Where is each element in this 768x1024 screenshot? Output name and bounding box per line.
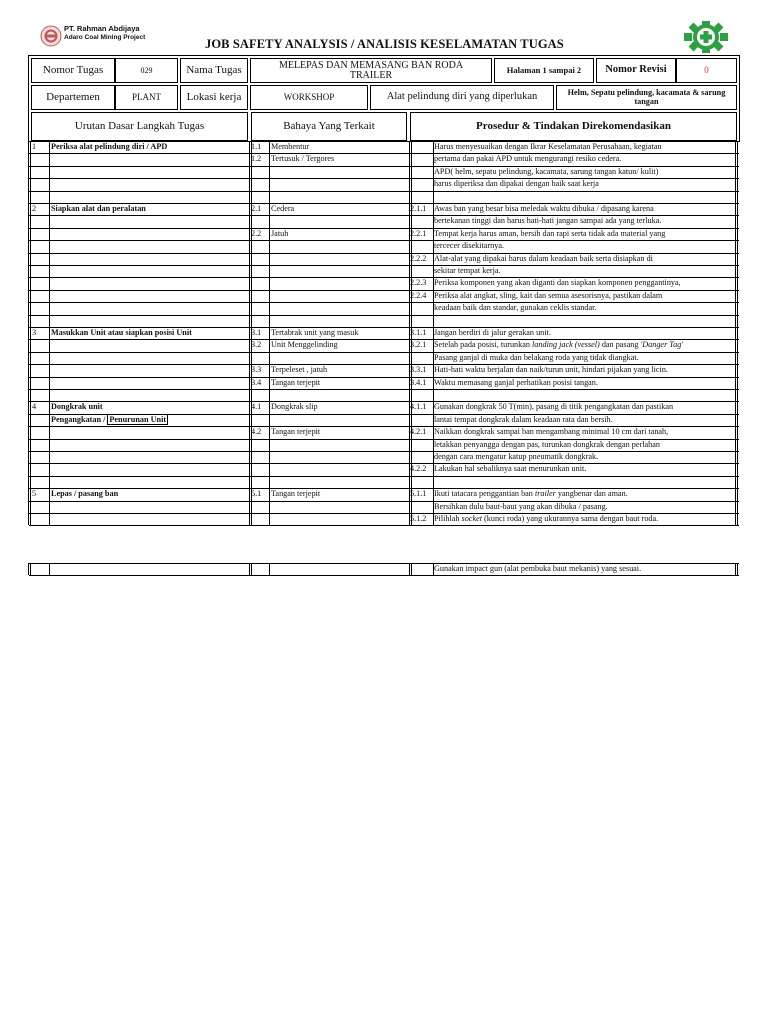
hazard-number: 3.2 [251, 340, 262, 350]
procedure-text: Pilihlah socket (kunci roda) yang ukurannya sama dengan baut roda. [434, 514, 659, 523]
procedure-text: Periksa komponen yang akan diganti dan siapkan komponen penggantinya, [434, 278, 681, 288]
procedure-text: Alat-alat yang dipakai harus dalam keadaan baik serta disiapkan di [434, 253, 653, 263]
nama-tugas-value: MELEPAS DAN MEMASANG BAN RODA TRAILER [250, 58, 492, 83]
procedure-text: dengan cara mengatur katup pneumatik dongkrak. [434, 452, 599, 461]
step-text: Siapkan alat dan peralatan [51, 204, 146, 213]
procedure-text: Awas ban yang besar bisa meledak waktu dibuka / dipasang karena [434, 204, 654, 213]
hazard-number: 3.1 [251, 328, 262, 337]
procedure-number: 5.1.1 [410, 489, 427, 499]
hazard-number: 2.2 [251, 228, 262, 238]
nomor-revisi-label: Nomor Revisi [596, 58, 676, 83]
column-header-procedures: Prosedur & Tindakan Direkomendasikan [410, 112, 737, 141]
procedure-text: Bersihkan dulu baut-baut yang akan dibuka / pasang. [434, 501, 608, 511]
procedure-text: Waktu memasang ganjal perhatikan posisi tangan. [434, 377, 598, 387]
procedure-text: Naikkan dongkrak sampai ban mengambang minimal 10 cm dari tanah, [434, 427, 669, 437]
hazard-number: 1.2 [251, 154, 262, 164]
procedure-text: Pasang ganjal di muka dan belakang roda yang tidak diangkat. [434, 352, 639, 362]
document-title: JOB SAFETY ANALYSIS / ANALISIS KESELAMATAN TUGAS [205, 37, 564, 51]
procedure-text: Harus menyesuaikan dengan Ikrar Keselamatan Perusahaan, kegiatan [434, 142, 662, 151]
step-text: Pengangkatan / Penurunan Unit [51, 414, 167, 424]
hazard-text: Unit Menggelinding [271, 340, 338, 350]
step-text: Dongkrak unit [51, 402, 103, 412]
procedure-number: 3.1.1 [410, 328, 427, 337]
column-header-steps: Urutan Dasar Langkah Tugas [31, 112, 248, 141]
column-divider [249, 141, 252, 525]
company-logo-icon [40, 25, 62, 47]
hazard-text: Tangan terjepit [271, 377, 321, 387]
apd-label: Alat pelindung diri yang diperlukan [370, 85, 554, 110]
step-text: Masukkan Unit atau siapkan posisi Unit [51, 328, 192, 337]
row-divider [29, 575, 739, 576]
project-name: Adaro Coal Mining Project [64, 34, 146, 41]
jsa-table-continuation [29, 563, 739, 577]
step-number: 5 [32, 489, 37, 499]
procedure-number: 4.1.1 [410, 402, 427, 412]
column-divider [269, 141, 270, 525]
nomor-revisi-value: 0 [676, 58, 737, 83]
procedure-number: 3.3.1 [410, 365, 427, 375]
procedure-number: 3.2.1 [410, 340, 427, 350]
hazard-text: Jatuh [271, 228, 289, 238]
procedure-number: 4.2.2 [410, 464, 427, 474]
procedure-text: lantai tempat dongkrak dalam keadaan rata dan bersih. [434, 414, 613, 424]
procedure-text: sekitar tempat kerja. [434, 266, 501, 275]
procedure-text: tercecer disekitarnya. [434, 241, 505, 251]
procedure-number: 5.1.2 [410, 514, 427, 523]
hazard-number: 2.1 [251, 204, 262, 213]
hazard-text: Cedera [271, 204, 295, 213]
procedure-text: harus diperiksa dan dipakai dengan baik saat kerja [434, 179, 599, 189]
column-divider [433, 563, 434, 575]
procedure-number: 2.1.1 [410, 204, 427, 213]
procedure-text: Periksa alat angkat, sling, kait dan semua asesorisnya, pastikan dalam [434, 290, 663, 300]
step-number: 1 [32, 142, 37, 151]
procedure-text: keadaan baik dan standar, gunakan ceklis standar. [434, 303, 597, 313]
departemen-value: PLANT [115, 85, 178, 110]
halaman: Halaman 1 sampai 2 [494, 58, 594, 83]
step-text: Periksa alat pelindung diri / APD [51, 142, 168, 151]
column-divider [409, 141, 412, 525]
procedure-number: 4.2.1 [410, 427, 427, 437]
hazard-text: Terpeleset , jatuh [271, 365, 328, 375]
hazard-number: 5.1 [251, 489, 262, 499]
procedure-text: Tempat kerja harus aman, bersih dan rapi serta tidak ada material yang [434, 228, 666, 238]
row-divider [29, 525, 739, 526]
nama-tugas-label: Nama Tugas [180, 58, 248, 83]
step-number: 2 [32, 204, 37, 213]
procedure-number: 3.4.1 [410, 377, 427, 387]
column-divider [49, 141, 50, 525]
hazard-number: 1.1 [251, 142, 262, 151]
procedure-number: 2.2.4 [410, 290, 427, 300]
departemen-label: Departemen [31, 85, 115, 110]
lokasi-value: WORKSHOP [250, 85, 368, 110]
step-text: Lepas / pasang ban [51, 489, 119, 499]
gear-cross-icon [682, 21, 730, 53]
procedure-text: letakkan penyangga dengan pas, turunkan dongkrak dengan perlahan [434, 439, 660, 449]
column-divider [409, 563, 412, 575]
hazard-text: Membentur [271, 142, 310, 151]
procedure-text: Hati-hati waktu berjalan dan naik/turun unit, hindari pijakan yang licin. [434, 365, 668, 375]
hazard-number: 3.4 [251, 377, 262, 387]
table-border [28, 141, 738, 525]
table-border [28, 563, 738, 575]
column-divider [433, 141, 434, 525]
procedure-text: Gunakan impact gun (alat pembuka baut mekanis) yang sesuai. [434, 564, 642, 573]
hazard-number: 3.3 [251, 365, 262, 375]
company-name: PT. Rahman Abdijaya [64, 24, 140, 33]
apd-value: Helm, Sepatu pelindung, kacamata & sarung tangan [556, 85, 737, 110]
procedure-number: 2.2.2 [410, 253, 427, 263]
hazard-text: Tertabrak unit yang masuk [271, 328, 359, 337]
procedure-text: Ikuti tatacara penggantian ban trailer yangbenar dan aman. [434, 489, 628, 499]
column-divider [269, 563, 270, 575]
hazard-number: 4.2 [251, 427, 262, 437]
hazard-number: 4.1 [251, 402, 262, 412]
procedure-text: Lakukan hal sebaliknya saat menurunkan unit. [434, 464, 587, 474]
hazard-text: Tangan terjepit [271, 489, 321, 499]
procedure-number: 2.2.3 [410, 278, 427, 288]
procedure-text: Jangan berdiri di jalur gerakan unit. [434, 328, 551, 337]
procedure-text: pertama dan pakai APD untuk mengurangi resiko cedera. [434, 154, 622, 164]
procedure-text: bertekanan tinggi dan harus hati-hati jangan sampai ada yang terluka. [434, 216, 662, 226]
hazard-text: Tertusuk / Tergores [271, 154, 335, 164]
step-number: 4 [32, 402, 37, 412]
procedure-text: Setelah pada posisi, turunkan landing jack (vessel) dan pasang 'Danger Tag' [434, 340, 684, 350]
step-number: 3 [32, 328, 37, 337]
nomor-tugas-label: Nomor Tugas [31, 58, 115, 83]
nomor-tugas-value: 029 [115, 58, 178, 83]
column-divider [249, 563, 252, 575]
procedure-number: 2.2.1 [410, 228, 427, 238]
lokasi-label: Lokasi kerja [180, 85, 248, 110]
procedure-text: Gunakan dongkrak 50 T(min), pasang di titik pengangkatan dan pastikan [434, 402, 674, 412]
hazard-text: Tangan terjepit [271, 427, 321, 437]
procedure-text: APD( helm, sepatu pelindung, kacamata, sarung tangan katun/ kulit) [434, 166, 659, 176]
hazard-text: Dongkrak slip [271, 402, 318, 412]
jsa-table [29, 141, 739, 527]
company-logo [40, 22, 160, 50]
column-divider [49, 563, 50, 575]
column-header-hazards: Bahaya Yang Terkait [251, 112, 407, 141]
